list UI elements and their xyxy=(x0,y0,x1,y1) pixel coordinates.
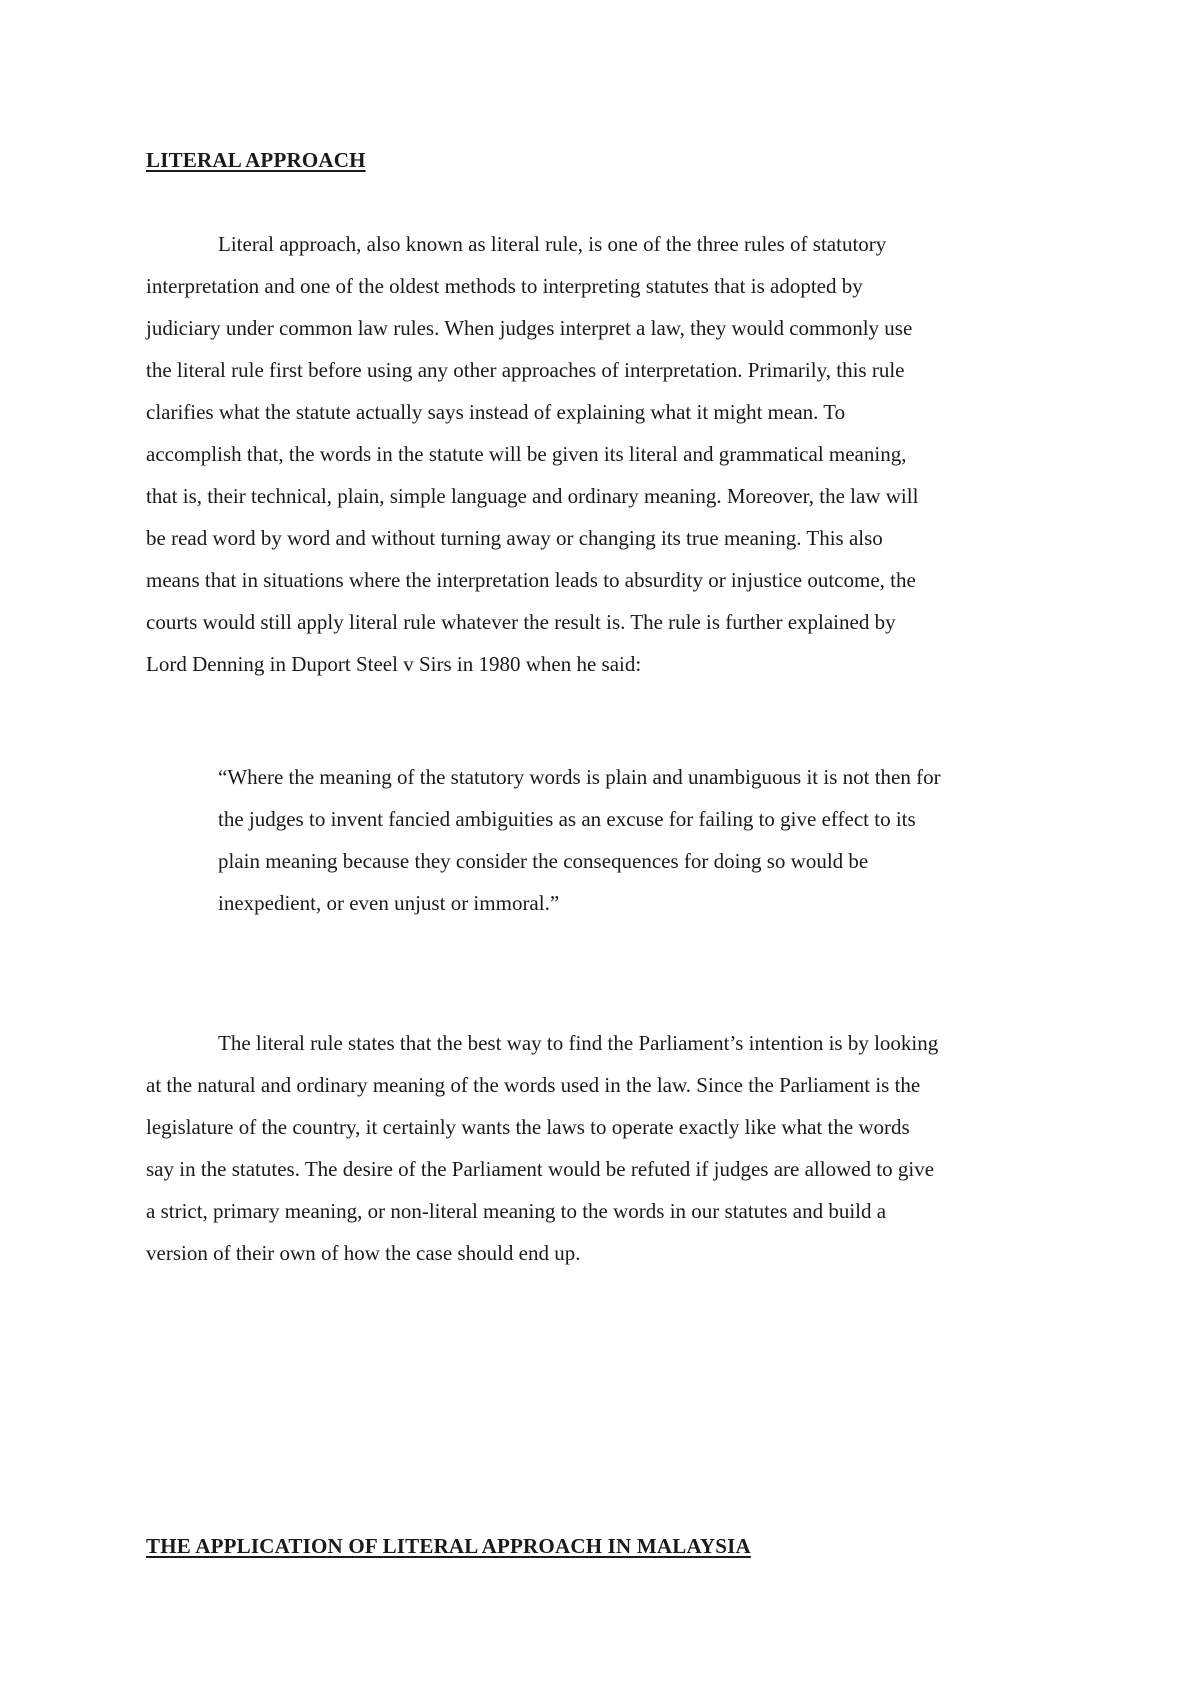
quote-line: the judges to invent fancied ambiguities as an excuse for failing to give effect to its xyxy=(218,807,916,831)
quote-line: plain meaning because they consider the consequences for doing so would be xyxy=(218,849,869,873)
paragraph-line: means that in situations where the interpretation leads to absurdity or injustice outcome, the xyxy=(146,568,916,592)
paragraph-line: a strict, primary meaning, or non-literal meaning to the words in our statutes and build a xyxy=(146,1199,887,1223)
paragraph-line: interpretation and one of the oldest methods to interpreting statutes that is adopted by xyxy=(146,274,863,298)
paragraph-line: be read word by word and without turning away or changing its true meaning. This also xyxy=(146,526,883,550)
paragraph-line: legislature of the country, it certainly wants the laws to operate exactly like what the words xyxy=(146,1115,910,1139)
section-heading-application-malaysia: THE APPLICATION OF LITERAL APPROACH IN MALAYSIA xyxy=(146,1534,751,1558)
paragraph-line: clarifies what the statute actually says instead of explaining what it might mean. To xyxy=(146,400,846,424)
paragraph-line: say in the statutes. The desire of the Parliament would be refuted if judges are allowed to give xyxy=(146,1157,935,1181)
paragraph-line: accomplish that, the words in the statute will be given its literal and grammatical meaning, xyxy=(146,442,907,466)
paragraph-line: courts would still apply literal rule whatever the result is. The rule is further explained by xyxy=(146,610,896,634)
paragraph-line: Lord Denning in Duport Steel v Sirs in 1980 when he said: xyxy=(146,652,642,676)
paragraph-line: at the natural and ordinary meaning of the words used in the law. Since the Parliament is the xyxy=(146,1073,921,1097)
body-paragraph-1 xyxy=(146,223,1061,685)
paragraph-line: that is, their technical, plain, simple language and ordinary meaning. Moreover, the law will xyxy=(146,484,919,508)
quote-line: inexpedient, or even unjust or immoral.” xyxy=(218,891,560,915)
paragraph-line: judiciary under common law rules. When judges interpret a law, they would commonly use xyxy=(146,316,913,340)
section-heading-literal-approach: LITERAL APPROACH xyxy=(146,148,366,172)
paragraph-line: Literal approach, also known as literal rule, is one of the three rules of statutory xyxy=(218,232,887,256)
quote-line: “Where the meaning of the statutory words is plain and unambiguous it is not then for xyxy=(218,765,941,789)
block-quote-lord-denning xyxy=(218,756,1078,924)
paragraph-line: the literal rule first before using any other approaches of interpretation. Primarily, this rule xyxy=(146,358,905,382)
paragraph-line: version of their own of how the case should end up. xyxy=(146,1241,581,1265)
body-paragraph-2 xyxy=(146,1022,1061,1274)
paragraph-line: The literal rule states that the best way to find the Parliament’s intention is by looking xyxy=(218,1031,939,1055)
